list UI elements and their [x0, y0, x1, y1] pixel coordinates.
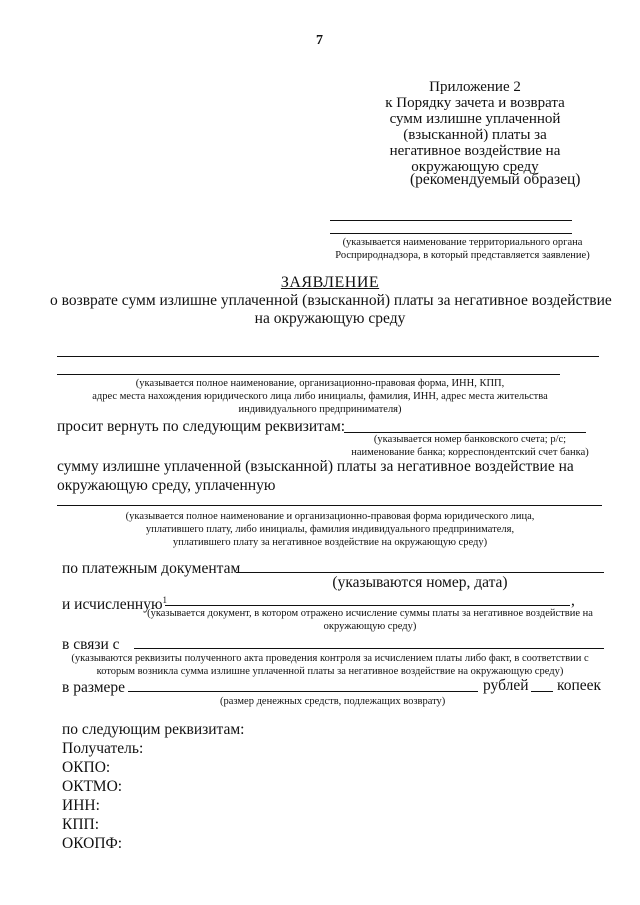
- reason-hint: [58, 652, 602, 678]
- applicant-line-1[interactable]: [57, 356, 599, 357]
- calculated-text: и исчисленную: [62, 596, 163, 614]
- amount-text: [57, 457, 574, 495]
- request-label: просит вернуть по следующим реквизитам:: [57, 418, 346, 435]
- page-number: 7: [316, 33, 323, 48]
- hint-line: наименование банка; корреспондентский счет банка): [351, 447, 589, 458]
- applicant-hint: [60, 377, 580, 416]
- amount-text-line: сумму излишне уплаченной (взысканной) платы за негативное воздействие на: [57, 458, 574, 475]
- hint-line: которым возникла сумма излишне уплаченной платы за негативное воздействие на окружающую среду): [96, 666, 564, 677]
- kopecks-line[interactable]: [531, 691, 553, 692]
- appendix-line: окружающую среду: [411, 159, 539, 175]
- field-oktmo: ОКТМО:: [62, 778, 123, 795]
- sample-note: (рекомендуемый образец): [410, 171, 581, 188]
- appendix-line: Приложение 2: [429, 79, 521, 95]
- details-intro: по следующим реквизитам:: [62, 721, 245, 738]
- calculated-line[interactable]: [165, 605, 570, 606]
- hint-line: окружающую среду): [323, 621, 417, 632]
- appendix-line: сумм излишне уплаченной: [389, 111, 561, 127]
- subtitle-line: о возврате сумм излишне уплаченной (взысканной) платы за негативное воздействие: [50, 292, 612, 309]
- payment-docs-label: по платежным документам: [62, 560, 241, 577]
- field-inn: ИНН:: [62, 797, 100, 814]
- hint-line: уплатившего плату за негативное воздействие на окружающую среду): [172, 537, 488, 548]
- request-hint: [340, 433, 600, 459]
- amount-hint: (размер денежных средств, подлежащих возврату): [220, 696, 446, 707]
- field-okpo: ОКПО:: [62, 759, 111, 776]
- amount-label: в размере: [62, 679, 126, 696]
- reason-line[interactable]: [134, 648, 604, 649]
- payment-docs-hint: (указываются номер, дата): [332, 574, 508, 591]
- hint-line: (указывается наименование территориального органа: [342, 237, 583, 248]
- details-block: [62, 720, 245, 853]
- payment-docs-line[interactable]: [236, 572, 604, 573]
- hint-line: (указывается номер банковского счета; р/с;: [373, 434, 567, 445]
- calculated-comma: ,: [571, 592, 575, 609]
- appendix-block: [380, 79, 570, 175]
- hint-line: адрес места нахождения юридического лица либо инициалы, фамилия, ИНН, адрес места жительства: [92, 391, 548, 402]
- calculated-hint: [140, 607, 600, 633]
- hint-line: (указывается документ, в котором отражено исчисление суммы платы за негативное воздействие на: [147, 608, 593, 619]
- amount-text-line: окружающую среду, уплаченную: [57, 477, 276, 494]
- footnote-marker: 1: [162, 595, 168, 605]
- document-subtitle: [50, 292, 610, 328]
- hint-line: индивидуального предпринимателя): [238, 404, 402, 415]
- hint-line: (указывается полное наименование и организационно-правовая форма юридического лица,: [125, 511, 535, 522]
- rubles-label: рублей: [483, 677, 529, 694]
- applicant-line-2[interactable]: [57, 374, 560, 375]
- field-kpp: КПП:: [62, 816, 100, 833]
- addressee-line-2[interactable]: [330, 233, 572, 234]
- hint-line: Росприроднадзора, в который представляется заявление): [335, 250, 590, 261]
- document-title: ЗАЯВЛЕНИЕ: [280, 274, 380, 291]
- kopecks-label: копеек: [557, 677, 602, 694]
- subtitle-line: на окружающую среду: [254, 310, 406, 327]
- reason-label: в связи с: [62, 636, 120, 653]
- hint-line: (указываются реквизиты полученного акта проведения контроля за исчислением платы либо факт, в соответствии с: [71, 653, 589, 664]
- payer-line[interactable]: [57, 505, 602, 506]
- hint-line: уплатившего плату, либо инициалы, фамилия индивидуального предпринимателя,: [145, 524, 515, 535]
- addressee-line-1[interactable]: [330, 220, 572, 221]
- field-recipient: Получатель:: [62, 740, 144, 757]
- hint-line: (указывается полное наименование, организационно-правовая форма, ИНН, КПП,: [135, 378, 505, 389]
- rubles-line[interactable]: [128, 691, 478, 692]
- appendix-line: к Порядку зачета и возврата: [385, 95, 565, 111]
- field-okopf: ОКОПФ:: [62, 835, 123, 852]
- addressee-hint: [320, 236, 605, 262]
- appendix-line: негативное воздействие на: [389, 143, 561, 159]
- payer-hint: [60, 510, 600, 549]
- appendix-line: (взысканной) платы за: [403, 127, 547, 143]
